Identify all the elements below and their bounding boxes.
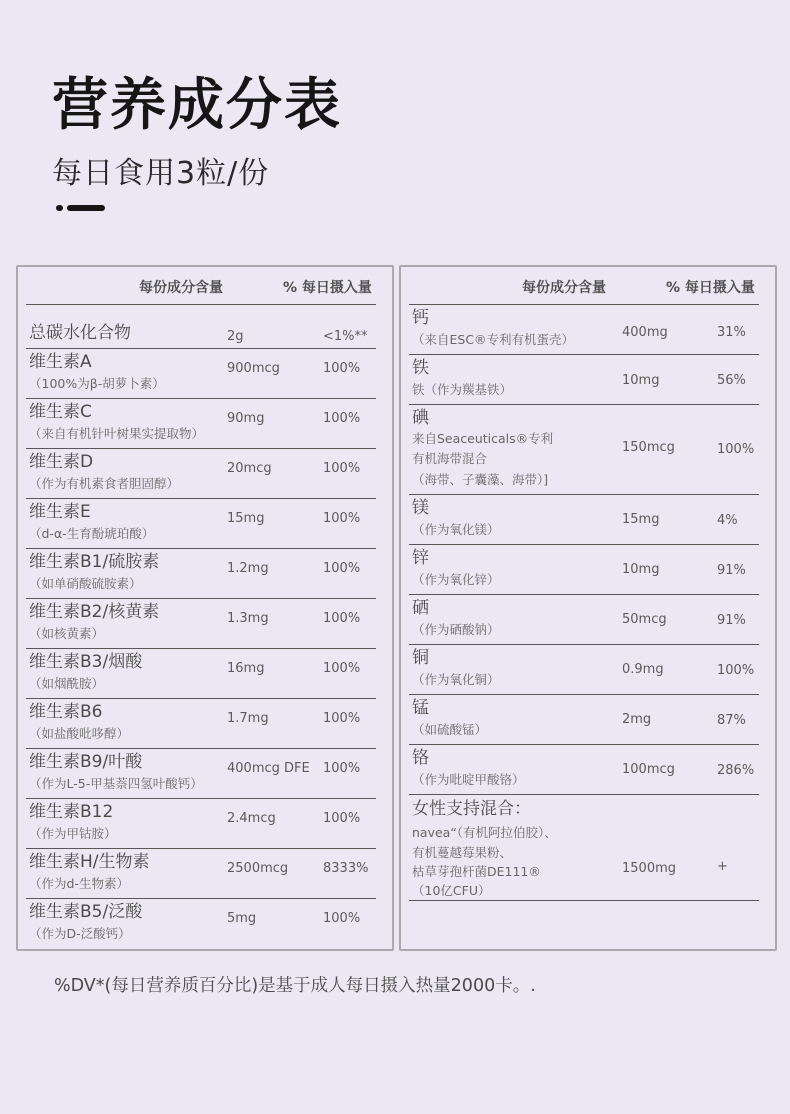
nutrient-dv: 100% [323,661,361,676]
nutrient-source: 来自Seaceuticals®专利 [412,431,554,446]
minerals-table [399,265,777,951]
table-row [409,695,759,745]
nutrient-dv: 4% [717,513,738,528]
table-row [26,399,376,449]
table-row [26,599,376,649]
nutrient-amount: 1500mg [622,861,676,876]
nutrient-source-line-2: 有机蔓越莓果粉、 [412,845,513,860]
nutrient-amount: 900mcg [227,361,280,376]
nutrient-dv: + [717,859,728,874]
nutrient-source: navea“（有机阿拉伯胶）、 [412,825,557,840]
page-title: 营养成分表 [52,73,342,138]
table-row [26,799,376,849]
nutrient-name: 锌 [412,548,429,568]
nutrient-amount: 15mg [227,511,265,526]
nutrient-amount: 5mg [227,911,257,926]
table-row [26,349,376,399]
nutrient-dv: 100% [323,611,361,626]
footnote: %DV*(每日营养质百分比)是基于成人每日摄入热量2000卡。. [54,976,536,996]
amount-column-header: 每份成分含量 [522,280,606,296]
nutrient-dv: 91% [717,613,746,628]
nutrient-amount: 50mcg [622,612,667,627]
nutrient-dv: 87% [717,713,746,728]
nutrient-name: 维生素B6 [29,702,103,722]
nutrient-name: 维生素E [29,502,91,522]
nutrient-name: 维生素H/生物素 [29,852,150,872]
nutrient-name: 锰 [412,698,429,718]
vitamins-table [16,265,394,951]
table-row [26,320,376,349]
nutrient-dv: <1%** [323,329,368,344]
nutrient-name: 维生素D [29,452,94,472]
table-row [409,545,759,595]
amount-column-header: 每份成分含量 [139,280,223,296]
nutrient-name: 维生素B3/烟酸 [29,652,143,672]
dv-column-header: % 每日摄入量 [666,280,755,296]
decorative-dash [67,205,105,211]
nutrient-amount: 1.7mg [227,711,269,726]
nutrient-source: （作为氧化锌） [412,572,500,587]
table-row [26,699,376,749]
nutrient-source-line-4: （10亿CFU） [412,883,491,898]
nutrient-name: 维生素C [29,402,92,422]
nutrient-amount: 0.9mg [622,662,664,677]
nutrient-dv: 56% [717,373,746,388]
nutrient-dv: 100% [323,511,361,526]
table-row [409,355,759,405]
nutrient-amount: 2500mcg [227,861,289,876]
nutrient-amount: 2mg [622,712,652,727]
nutrient-amount: 400mcg DFE [227,761,310,776]
nutrient-dv: 100% [717,663,755,678]
nutrient-name: 总碳水化合物 [29,323,131,343]
table-row [26,449,376,499]
nutrient-source: （100%为β-胡萝卜素） [29,376,165,391]
nutrient-amount: 1.3mg [227,611,269,626]
table-row [26,849,376,899]
nutrient-source: （作为有机素食者胆固醇） [29,476,180,491]
nutrient-source: （如核黄素） [29,626,105,641]
nutrient-name: 维生素B1/硫胺素 [29,552,160,572]
nutrient-source: （如盐酸吡哆醇） [29,726,130,741]
nutrient-amount: 10mg [622,562,660,577]
decorative-dot [56,205,63,211]
header-divider [26,304,376,305]
nutrient-dv: 31% [717,325,746,340]
nutrient-source: 铁（作为羰基铁） [412,382,513,397]
nutrient-name: 维生素A [29,352,92,372]
nutrient-amount: 1.2mg [227,561,269,576]
nutrient-source: （如硫酸锰） [412,722,488,737]
nutrient-source: （来自ESC®专利有机蛋壳） [412,332,575,347]
nutrient-name: 镁 [412,498,429,518]
nutrient-dv: 100% [717,442,755,457]
nutrient-source: （来自有机针叶树果实提取物） [29,426,205,441]
nutrient-dv: 100% [323,711,361,726]
nutrient-name: 维生素B5/泛酸 [29,902,143,922]
nutrient-amount: 400mg [622,325,668,340]
nutrient-dv: 100% [323,561,361,576]
table-row [26,549,376,599]
nutrient-dv: 100% [323,411,361,426]
table-row [26,649,376,699]
nutrient-source: （d-α-生育酚琥珀酸） [29,526,155,541]
nutrient-name: 铜 [412,648,429,668]
table-row [409,495,759,545]
nutrient-source: （作为甲钴胺） [29,826,117,841]
nutrient-dv: 91% [717,563,746,578]
nutrient-name: 铬 [412,748,429,768]
nutrient-dv: 8333% [323,861,369,876]
nutrient-amount: 15mg [622,512,660,527]
table-row [409,745,759,795]
page-subtitle: 每日食用3粒/份 [52,156,270,191]
dv-column-header: % 每日摄入量 [283,280,372,296]
nutrient-dv: 100% [323,811,361,826]
table-row [409,595,759,645]
table-row [409,405,759,495]
nutrient-amount: 10mg [622,373,660,388]
nutrient-source: （作为氧化铜） [412,672,500,687]
table-row [409,645,759,695]
nutrient-source: （作为氧化镁） [412,522,500,537]
nutrient-source-line-3: （海带、子囊藻、海带）] [412,472,549,487]
nutrient-amount: 20mcg [227,461,272,476]
nutrient-name: 碘 [412,408,429,428]
nutrient-name: 维生素B2/核黄素 [29,602,160,622]
nutrient-source: （作为d-生物素） [29,876,129,891]
nutrient-amount: 100mcg [622,762,675,777]
nutrient-source: （作为D-泛酸钙） [29,926,131,941]
nutrient-name: 钙 [412,308,429,328]
nutrient-amount: 16mg [227,661,265,676]
nutrient-dv: 286% [717,763,755,778]
nutrient-amount: 2g [227,329,244,344]
nutrient-source-line-3: 枯草芽孢杆菌DE111® [412,864,541,879]
nutrient-amount: 90mg [227,411,265,426]
table-row [409,305,759,355]
nutrient-dv: 100% [323,461,361,476]
nutrient-source: （如烟酰胺） [29,676,105,691]
nutrient-source: （作为硒酸钠） [412,622,500,637]
table-row [26,899,376,949]
nutrient-source: （作为吡啶甲酸铬） [412,772,525,787]
nutrient-name: 铁 [412,358,429,378]
nutrient-amount: 150mcg [622,440,675,455]
nutrient-name: 女性支持混合： [412,799,531,819]
nutrient-source: （作为L-5-甲基萘四氢叶酸钙） [29,776,203,791]
nutrient-source-line-2: 有机海带混合 [412,451,488,466]
nutrient-name: 维生素B12 [29,802,114,822]
nutrient-source: （如单硝酸硫胺素） [29,576,142,591]
nutrient-dv: 100% [323,761,361,776]
table-row [26,499,376,549]
table-row [26,749,376,799]
nutrient-amount: 2.4mcg [227,811,276,826]
nutrient-name: 维生素B9/叶酸 [29,752,143,772]
table-row [409,795,759,901]
nutrient-dv: 100% [323,911,361,926]
nutrient-dv: 100% [323,361,361,376]
nutrient-name: 硒 [412,598,429,618]
